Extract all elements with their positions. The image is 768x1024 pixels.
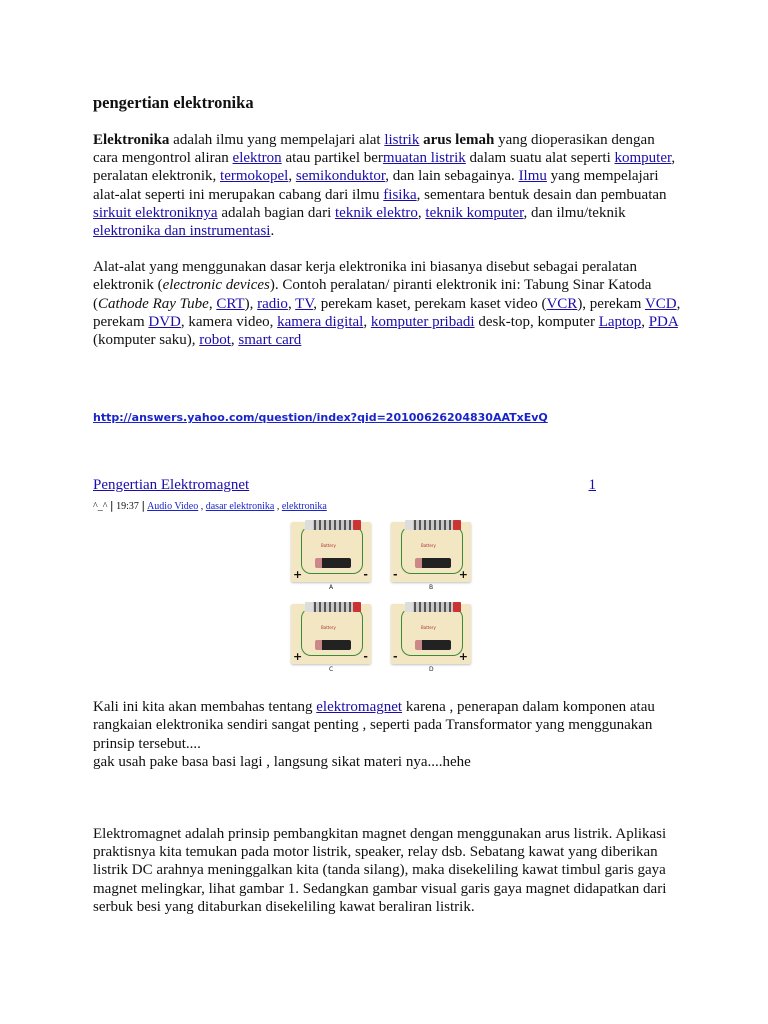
link-robot[interactable]: robot (199, 332, 231, 349)
text: karena , penerapan dalam komponen atau rangkaian elektronika sendiri sangat penting , seperti pada Transformator yang menggunakan prinsip tersebut.... (93, 699, 655, 752)
text: , kamera video, (180, 313, 278, 330)
plus-terminal: + (293, 568, 303, 582)
text: , (363, 313, 371, 330)
tag-dasar-elektronika[interactable]: dasar elektronika (205, 501, 275, 513)
link-semikonduktor[interactable]: semikonduktor (295, 168, 386, 185)
text: adalah ilmu yang mempelajari alat (169, 132, 385, 148)
coil-end (305, 602, 313, 612)
battery-icon (415, 640, 451, 650)
circuit-panel-b (391, 520, 471, 590)
text: gak usah pake basa basi lagi , langsung sikat materi nya....hehe (93, 753, 471, 770)
text: , (417, 204, 426, 221)
link-vcd[interactable]: VCD (644, 295, 677, 312)
text: , (274, 501, 282, 513)
minus-terminal: - (393, 650, 398, 664)
post-time: 19:37 (113, 501, 142, 513)
electromagnet-coil (411, 602, 455, 612)
electromagnet-coil (311, 520, 355, 530)
term-arus-lemah: arus lemah (423, 132, 495, 148)
text: , (198, 501, 206, 513)
meta-emoticon: ^_^ (93, 501, 110, 513)
text: , (288, 168, 296, 185)
coil-end (405, 520, 413, 530)
text: yang mempelajari alat-alat seperti ini merupakan cabang dari ilmu (93, 168, 659, 203)
circuit-panel-a (291, 520, 371, 590)
coil-end (453, 602, 461, 612)
battery-icon (315, 640, 351, 650)
panel-letter: B (429, 584, 434, 592)
battery-label: Battery (421, 625, 436, 631)
battery-label: Battery (421, 543, 436, 549)
circuit-panel-c (291, 602, 371, 672)
tag-elektronika[interactable]: elektronika (281, 501, 327, 513)
battery-icon (315, 558, 351, 568)
panel-letter: A (329, 584, 334, 592)
text: Kali ini kita akan membahas tentang (93, 699, 317, 716)
battery-label: Battery (321, 543, 336, 549)
text: adalah bagian dari (217, 204, 336, 221)
plus-terminal: + (458, 650, 468, 664)
minus-terminal: - (363, 568, 368, 582)
page-title: pengertian elektronika (93, 93, 254, 112)
meta-separator: | (141, 499, 146, 513)
text: (komputer saku), (93, 332, 200, 349)
text: , peralatan elektronik, (93, 150, 676, 185)
link-elektronika-instrumentasi[interactable]: elektronika dan instrumentasi (93, 223, 271, 240)
link-crt[interactable]: CRT (216, 295, 245, 312)
text: dalam suatu alat seperti (465, 150, 615, 167)
text: ). Contoh peralatan/ piranti elektronik ini: Tabung Sinar Katoda ( (93, 277, 652, 312)
link-fisika[interactable]: fisika (383, 186, 417, 203)
text: , dan ilmu/teknik (523, 204, 626, 221)
link-vcr[interactable]: VCR (546, 295, 578, 312)
meta-separator: | (109, 499, 114, 513)
link-smart-card[interactable]: smart card (238, 332, 302, 349)
link-kamera-digital[interactable]: kamera digital (277, 313, 364, 330)
text: yang dioperasikan dengan cara mengontrol aliran (93, 132, 655, 167)
link-elektromagnet[interactable]: elektromagnet (316, 699, 403, 716)
italic-term: Cathode Ray Tube (98, 295, 209, 312)
paragraph-examples (93, 258, 683, 349)
coil-end (305, 520, 313, 530)
electromagnet-coil (311, 602, 355, 612)
text: , dan lain sebagainya. (385, 168, 519, 185)
paragraph-intro-elektromagnet (93, 698, 683, 771)
link-ilmu[interactable]: Ilmu (518, 168, 547, 185)
text: , (641, 313, 649, 330)
link-muatan-listrik[interactable]: muatan listrik (382, 150, 466, 167)
tag-audio-video[interactable]: Audio Video (147, 501, 199, 513)
text: desk-top, komputer (474, 313, 599, 330)
text: ), perekam (577, 295, 645, 312)
text: , (287, 295, 296, 312)
link-laptop[interactable]: Laptop (598, 313, 642, 330)
coil-end (353, 602, 361, 612)
paragraph-definition (93, 131, 683, 240)
link-sirkuit-elektronik[interactable]: sirkuit elektroniknya (93, 204, 218, 221)
coil-end (453, 520, 461, 530)
circuit-panel-d (391, 602, 471, 672)
link-teknik-komputer[interactable]: teknik komputer (425, 204, 524, 221)
panel-letter: C (329, 666, 334, 674)
text: , (230, 332, 239, 349)
link-termokopel[interactable]: termokopel (220, 168, 289, 185)
text: , perekam kaset, perekam kaset video ( (313, 295, 547, 312)
electromagnet-figure (291, 520, 481, 684)
minus-terminal: - (363, 650, 368, 664)
link-radio[interactable]: radio (257, 295, 288, 312)
source-link-line (93, 411, 683, 424)
link-teknik-elektro[interactable]: teknik elektro (335, 204, 418, 221)
link-elektron[interactable]: elektron (232, 150, 282, 167)
post-title-link[interactable]: Pengertian Elektromagnet (93, 477, 250, 494)
post-header (93, 476, 596, 494)
battery-label: Battery (321, 625, 336, 631)
electromagnet-coil (411, 520, 455, 530)
link-tv[interactable]: TV (295, 295, 314, 312)
link-listrik[interactable]: listrik (384, 132, 420, 148)
minus-terminal: - (393, 568, 398, 582)
battery-icon (415, 558, 451, 568)
link-komputer-pribadi[interactable]: komputer pribadi (370, 313, 475, 330)
text: atau partikel ber (281, 150, 383, 167)
coil-end (405, 602, 413, 612)
text: ), (244, 295, 258, 312)
text: , perekam (93, 295, 681, 330)
plus-terminal: + (458, 568, 468, 582)
source-url-link[interactable]: http://answers.yahoo.com/question/index?qid=20100626204830AATxEvQ (93, 411, 548, 425)
panel-letter: D (429, 666, 434, 674)
paragraph-elektromagnet-definition: Elektromagnet adalah prinsip pembangkitan magnet dengan menggunakan arus listrik. Aplikasi praktisnya kita temukan pada motor listrik, speaker, relay dsb. Sebatang kawat yang diberikan listrik DC arahnya meninggalkan kita (tanda silang), maka disekeliling kawat timbul garis gaya magnet melingkar, lihat gambar 1. Sedangkan gambar visual garis gaya magnet didapatkan dari serbuk besi yang ditaburkan disekeliling kawat beraliran listrik. (93, 826, 667, 915)
link-pda[interactable]: PDA (648, 313, 678, 330)
text: Alat-alat yang menggunakan dasar kerja elektronika ini biasanya disebut sebagai peralatan elektronik ( (93, 259, 637, 294)
link-komputer[interactable]: komputer (614, 150, 672, 167)
coil-end (353, 520, 361, 530)
italic-term: electronic devices (162, 277, 270, 294)
comment-count-link[interactable]: 1 (588, 477, 596, 494)
link-dvd[interactable]: DVD (148, 313, 181, 330)
plus-terminal: + (293, 650, 303, 664)
term-elektronika: Elektronika (93, 132, 170, 148)
document-page (93, 92, 683, 916)
text: , (208, 295, 217, 312)
post-meta (93, 499, 683, 514)
text: , sementara bentuk desain dan pembuatan (416, 186, 667, 203)
text: . (270, 223, 275, 240)
